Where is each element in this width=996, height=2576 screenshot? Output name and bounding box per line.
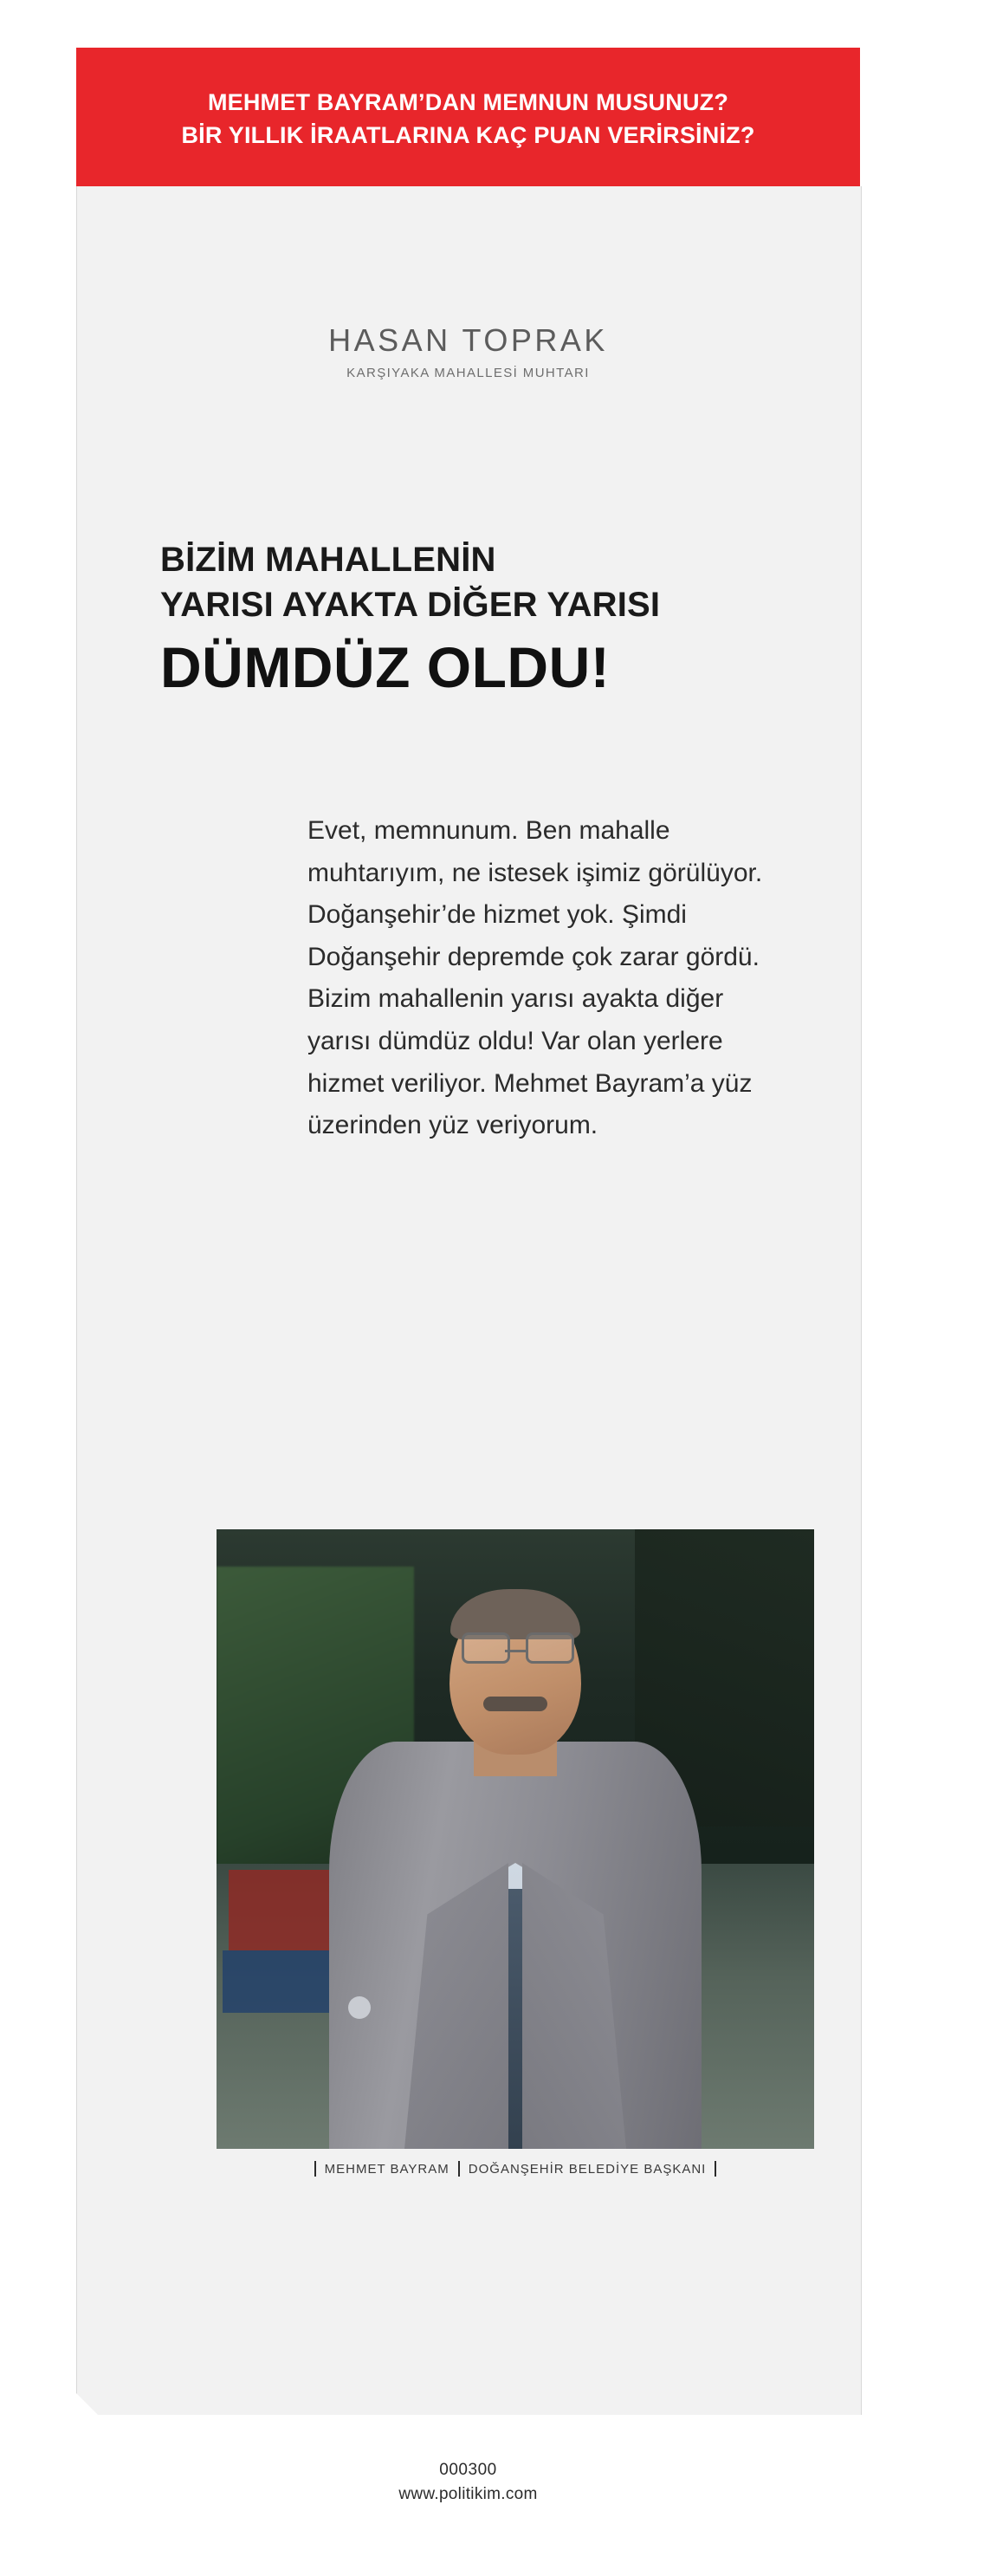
photo-figure-glasses-bridge <box>505 1650 526 1652</box>
caption-name: MEHMET BAYRAM <box>324 2161 449 2177</box>
caption-divider-right-icon <box>715 2161 716 2177</box>
photo-block <box>217 1529 814 2177</box>
footer <box>76 2461 860 2504</box>
headline-block <box>160 537 844 700</box>
caption-role: DOĞANŞEHİR BELEDİYE BAŞKANI <box>468 2161 707 2177</box>
headline-line-1: BİZİM MAHALLENİN <box>160 541 496 579</box>
footer-page-code: 000300 <box>439 2461 497 2479</box>
photo-figure-glasses-left <box>462 1632 510 1664</box>
headline-emphasis: DÜMDÜZ OLDU! <box>160 635 611 699</box>
photo-figure-lapel-pin <box>348 1996 371 2019</box>
headline-line-2: YARISI AYAKTA DİĞER YARISI <box>160 586 661 624</box>
photo-figure-glasses-right <box>526 1632 574 1664</box>
interviewee-name: HASAN TOPRAK <box>328 322 608 358</box>
photo-figure-moustache <box>483 1697 547 1711</box>
caption-divider-left-icon <box>314 2161 316 2177</box>
caption-divider-middle-icon <box>458 2161 460 2177</box>
interviewee-role: KARŞIYAKA MAHALLESİ MUHTARI <box>346 366 590 380</box>
banner-question-line-1: MEHMET BAYRAM’DAN MEMNUN MUSUNUZ? <box>207 88 729 115</box>
quote-text: Evet, memnunum. Ben mahalle muhtarıyım, ne istesek işimiz görülüyor. Doğanşehir’de hizmet yok. Şimdi Doğanşehir depremde çok zarar gördü. Bizim mahallenin yarısı ayakta diğer yarısı dümdüz oldu! Var olan yerlere hizmet veriliyor. Mehmet Bayram’a yüz üzerinden yüz veriyorum. <box>307 816 763 1140</box>
photo-caption <box>217 2161 814 2177</box>
banner-question-line-2: BİR YILLIK İRAATLARINA KAÇ PUAN VERİRSİNİZ? <box>181 122 755 148</box>
mayor-photo <box>217 1529 814 2149</box>
footer-website: www.politikim.com <box>398 2485 538 2503</box>
quote-body <box>307 810 766 1147</box>
header-banner <box>76 48 860 191</box>
byline <box>76 322 860 380</box>
